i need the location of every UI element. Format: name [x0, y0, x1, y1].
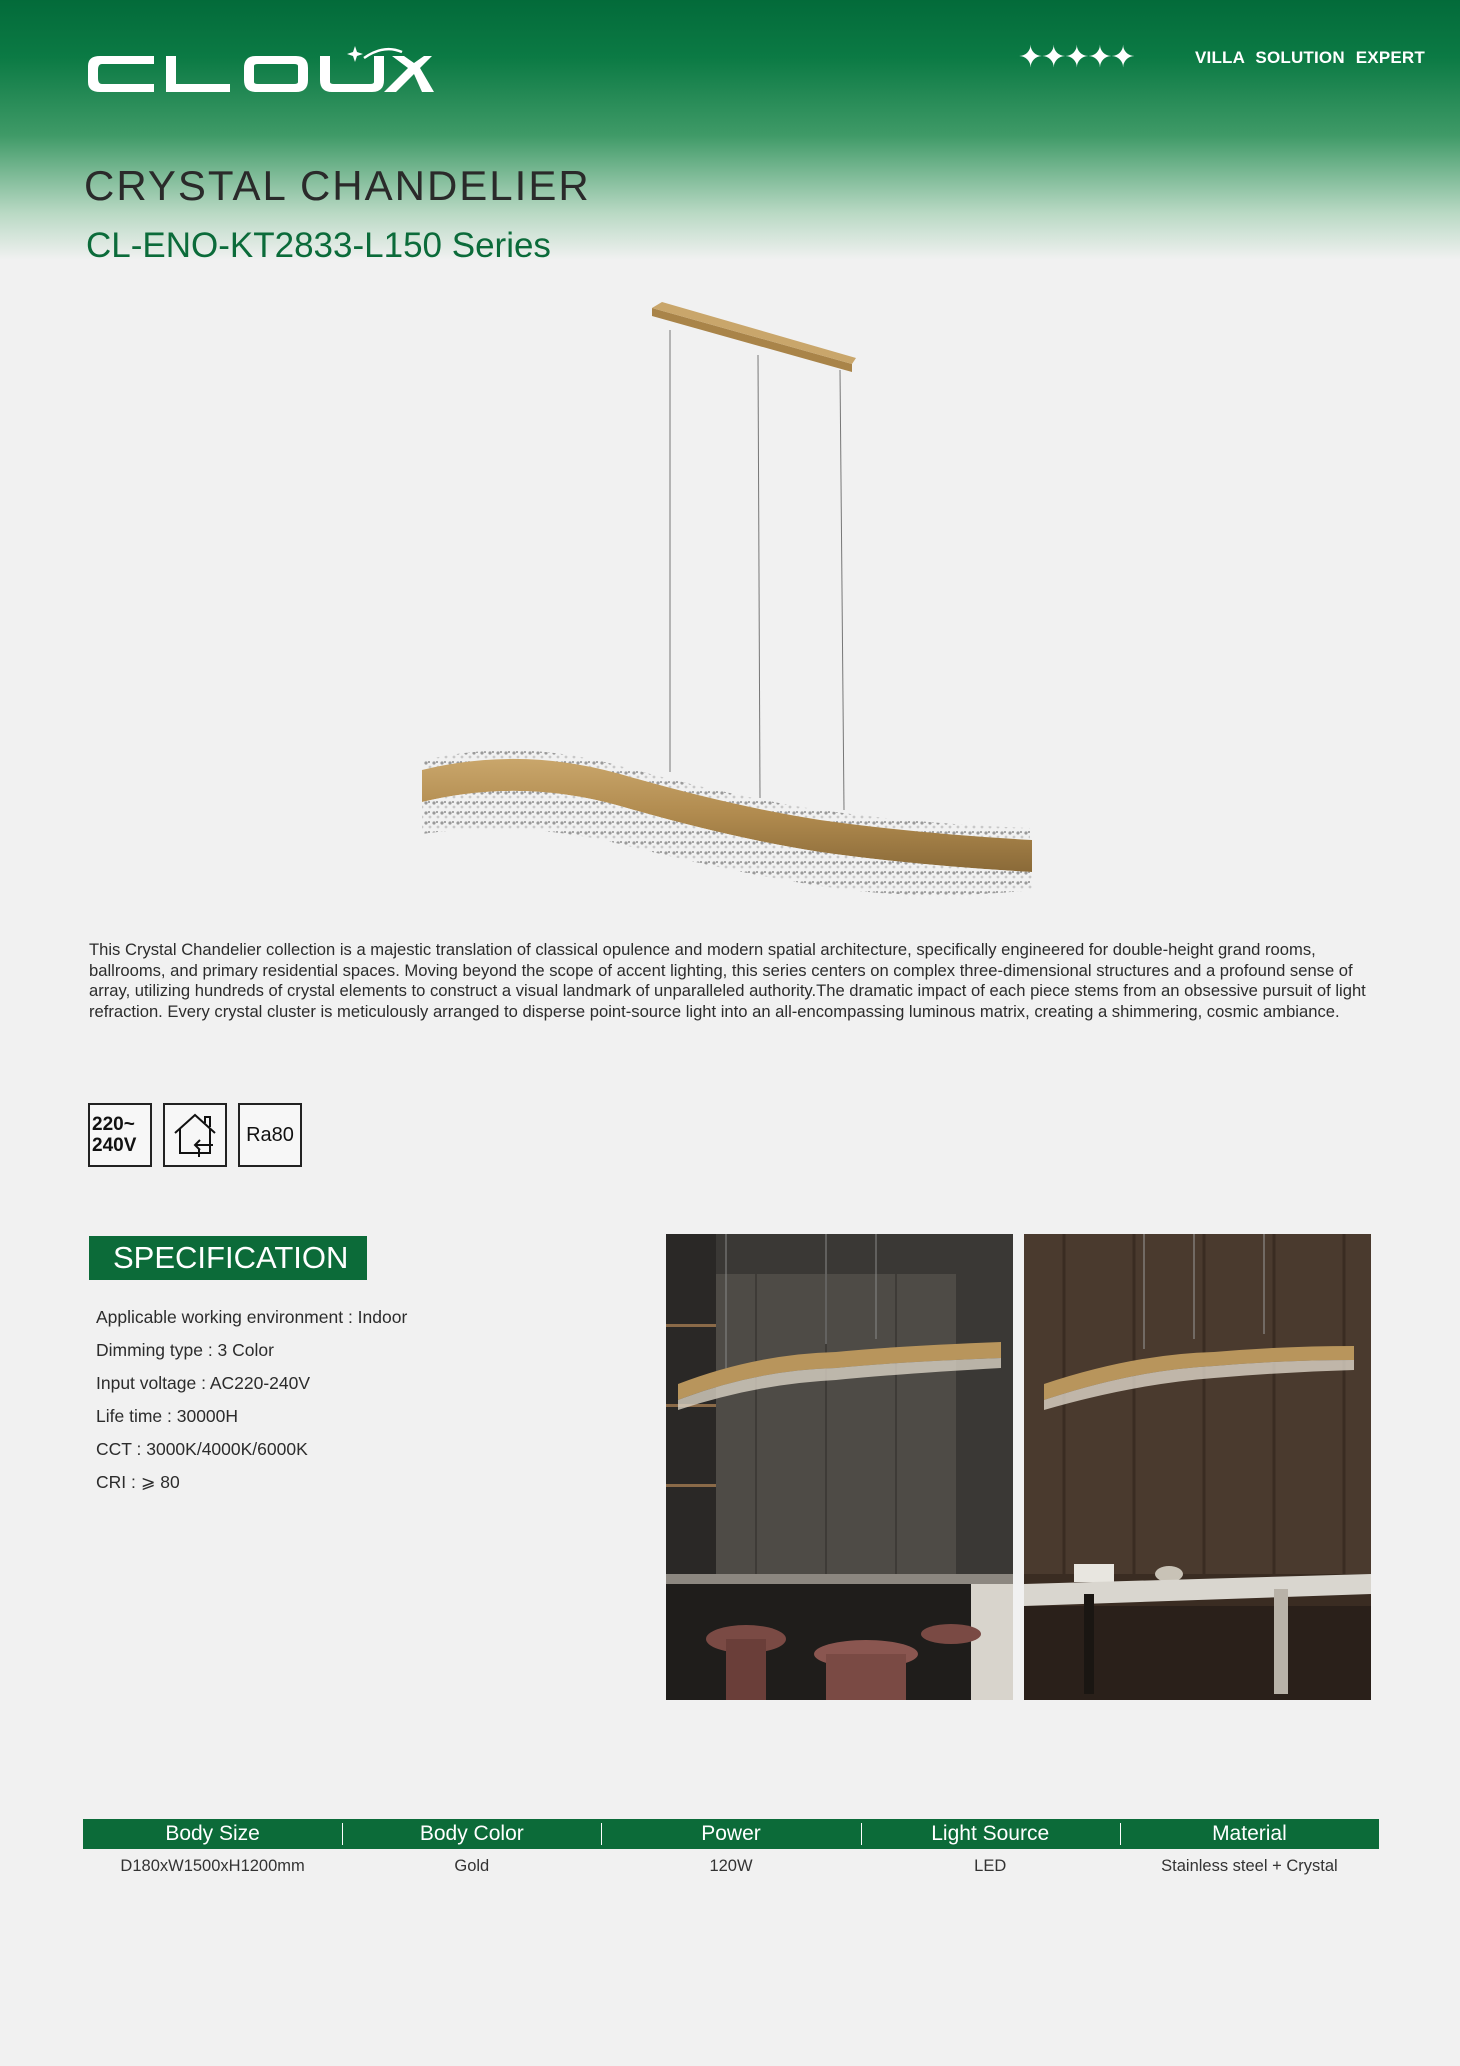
chandelier-image: [400, 300, 1060, 910]
table-header-cell: Body Color: [342, 1819, 601, 1849]
spec-item: CCT : 3000K/4000K/6000K: [96, 1439, 308, 1459]
spec-item: Dimming type : 3 Color: [96, 1340, 274, 1360]
product-series: CL-ENO-KT2833-L150 Series: [86, 226, 551, 265]
table-row: [83, 1849, 1379, 1883]
rating-stars: ✦✦✦✦✦: [1018, 40, 1134, 75]
spec-item: Input voltage : AC220-240V: [96, 1373, 311, 1393]
cri-badge-label: Ra80: [246, 1123, 294, 1146]
product-table: [83, 1819, 1379, 1883]
specification-heading: SPECIFICATION: [89, 1236, 367, 1280]
spec-item: Applicable working environment : Indoor: [96, 1307, 408, 1327]
voltage-badge: [88, 1103, 152, 1167]
indoor-badge: [163, 1103, 227, 1167]
table-header: [83, 1819, 1379, 1849]
table-cell: Stainless steel + Crystal: [1161, 1857, 1338, 1875]
table-header-cell: Material: [1120, 1819, 1379, 1849]
product-description: This Crystal Chandelier collection is a majestic translation of classical opulence and modern spatial architecture, specifically engineered for double-height grand rooms, ballrooms, and primary residential spaces. Moving beyond the scope of accent lighting, this series centers on complex three-dimensional structures and a profound sense of array, utilizing hundreds of crystal elements to construct a visual landmark of unparalleled authority.The dramatic impact of each piece stems from an obsessive pursuit of light refraction. Every crystal cluster is meticulously arranged to disperse point-source light into an all-encompassing luminous matrix, creating a shimmering, cosmic ambiance.: [89, 940, 1366, 1021]
brand-logo: [84, 44, 434, 104]
table-cell: D180xW1500xH1200mm: [120, 1857, 305, 1875]
table-cell: 120W: [709, 1857, 753, 1875]
product-category: CRYSTAL CHANDELIER: [84, 162, 591, 209]
scene-photo-right: [1024, 1234, 1371, 1700]
header-gradient: [0, 0, 1460, 260]
spec-item: CRI : ⩾ 80: [96, 1472, 180, 1492]
table-cell: Gold: [454, 1857, 490, 1875]
cri-badge: [238, 1103, 302, 1167]
specification-list: [96, 1301, 407, 1499]
house-arrow-icon: [169, 1109, 221, 1161]
scene-photo-left: [666, 1234, 1013, 1700]
table-header-cell: Power: [601, 1819, 860, 1849]
table-header-cell: Body Size: [165, 1822, 260, 1845]
table-header-cell: Light Source: [861, 1819, 1120, 1849]
voltage-badge-label: 220~ 240V: [92, 1114, 137, 1156]
table-cell: LED: [974, 1857, 1007, 1875]
spec-item: Life time : 30000H: [96, 1406, 239, 1426]
tagline: VILLA SOLUTION EXPERT: [1195, 48, 1425, 67]
